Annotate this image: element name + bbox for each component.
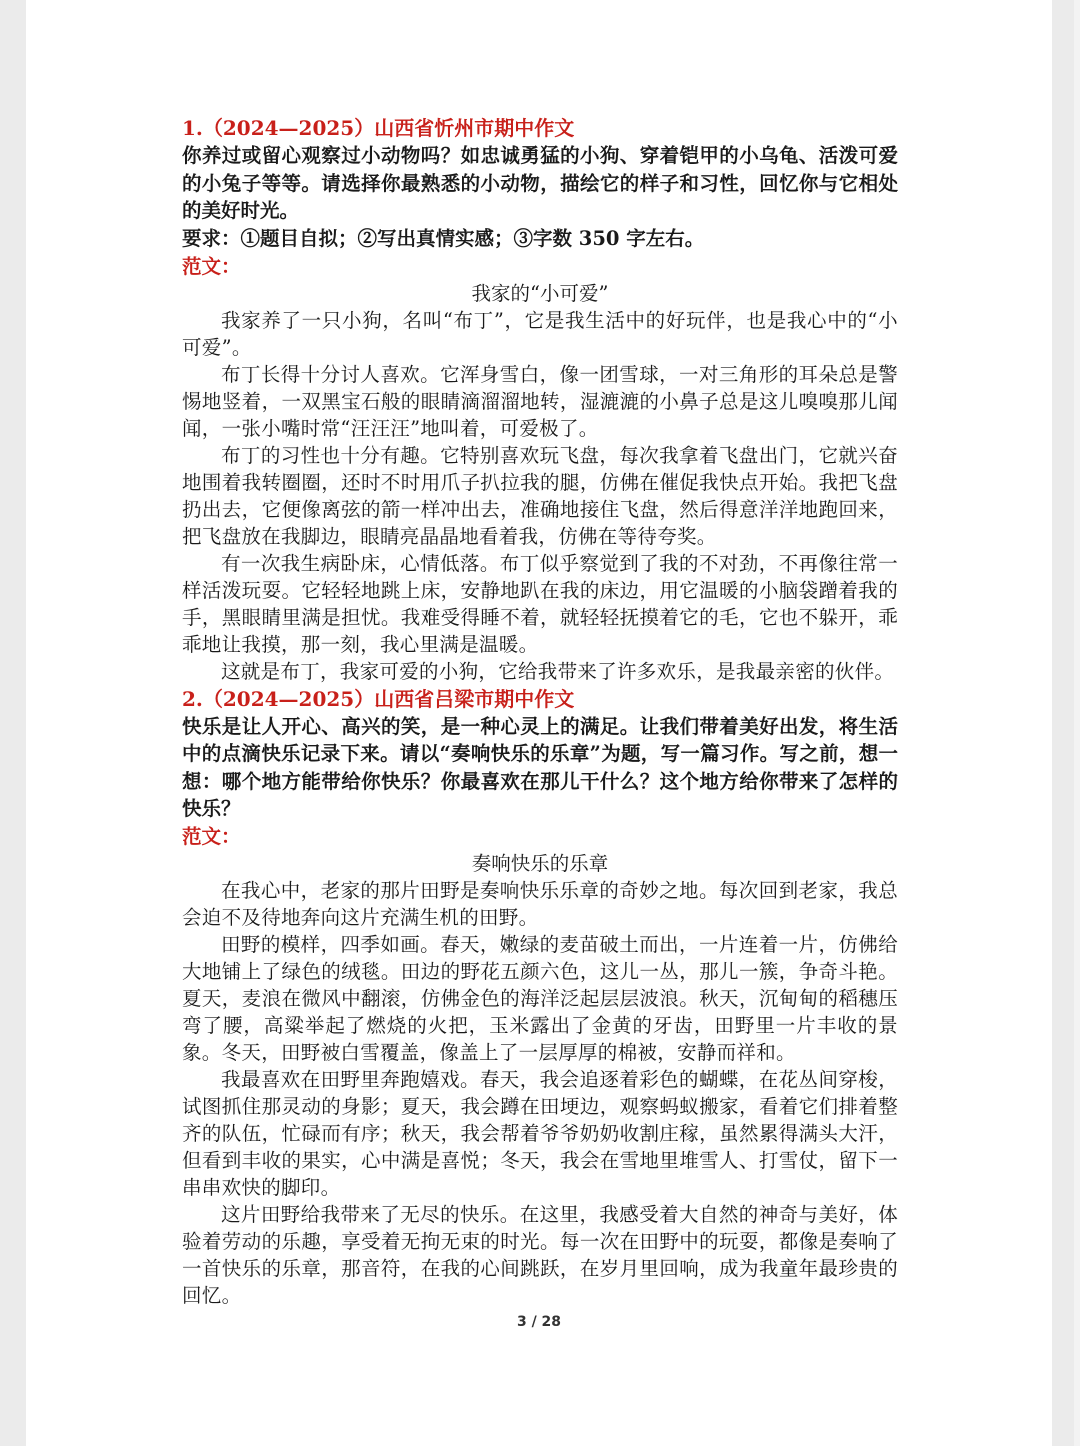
essay-2-paragraph: 这片田野给我带来了无尽的快乐。在这里，我感受着大自然的神奇与美好，体验着劳动的乐趣，享受着无拘无束的时光。每一次在田野中的玩耍，都像是奏响了一首快乐的乐章，那音符，在我的心间跳跃，在岁月里回响，成为我童年最珍贵的回忆。 xyxy=(182,1202,898,1307)
page-content xyxy=(182,114,898,1309)
essay-2-title: 奏响快乐的乐章 xyxy=(471,851,609,875)
essay-2-paragraph: 在我心中，老家的那片田野是奏响快乐乐章的奇妙之地。每次回到老家，我总会迫不及待地奔向这片充满生机的田野。 xyxy=(182,878,898,929)
question-2-prompt: 快乐是让人开心、高兴的笑，是一种心灵上的满足。让我们带着美好出发，将生活中的点滴快乐记录下来。请以“奏响快乐的乐章”为题，写一篇习作。写之前，想一想：哪个地方能带给你快乐？你最喜欢在那儿干什么？这个地方给你带来了怎样的快乐？ xyxy=(182,714,898,820)
essay-1-paragraph: 布丁的习性也十分有趣。它特别喜欢玩飞盘，每次我拿着飞盘出门，它就兴奋地围着我转圈圈，还时不时用爪子扒拉我的腿，仿佛在催促我快点开始。我把飞盘扔出去，它便像离弦的箭一样冲出去，准确地接住飞盘，然后得意洋洋地跑回来，把飞盘放在我脚边，眼睛亮晶晶地看着我，仿佛在等待夸奖。 xyxy=(182,443,898,548)
question-1-heading: 1.（2024—2025）山西省忻州市期中作文 xyxy=(182,116,575,140)
question-2-sample-label: 范文： xyxy=(182,824,241,848)
essay-1-paragraph: 布丁长得十分讨人喜欢。它浑身雪白，像一团雪球，一对三角形的耳朵总是警惕地竖着，一双黑宝石般的眼睛滴溜溜地转，湿漉漉的小鼻子总是这儿嗅嗅那儿闻闻，一张小嘴时常“汪汪汪”地叫着，可爱极了。 xyxy=(182,362,898,440)
essay-1-title: 我家的“小可爱” xyxy=(471,281,609,305)
essay-2-paragraph: 田野的模样，四季如画。春天，嫩绿的麦苗破土而出，一片连着一片，仿佛给大地铺上了绿色的绒毯。田边的野花五颜六色，这儿一丛，那儿一簇，争奇斗艳。夏天，麦浪在微风中翻滚，仿佛金色的海洋泛起层层波浪。秋天，沉甸甸的稻穗压弯了腰，高粱举起了燃烧的火把，玉米露出了金黄的牙齿，田野里一片丰收的景象。冬天，田野被白雪覆盖，像盖上了一层厚厚的棉被，安静而祥和。 xyxy=(182,932,898,1064)
essay-2-paragraph: 我最喜欢在田野里奔跑嬉戏。春天，我会追逐着彩色的蝴蝶，在花丛间穿梭，试图抓住那灵动的身影；夏天，我会蹲在田埂边，观察蚂蚁搬家，看着它们排着整齐的队伍，忙碌而有序；秋天，我会帮着爷爷奶奶收割庄稼，虽然累得满头大汗，但看到丰收的果实，心中满是喜悦；冬天，我会在雪地里堆雪人、打雪仗，留下一串串欢快的脚印。 xyxy=(182,1067,898,1199)
essay-1-paragraph: 这就是布丁，我家可爱的小狗，它给我带来了许多欢乐，是我最亲密的伙伴。 xyxy=(221,659,895,683)
document-page xyxy=(26,0,1052,1446)
essay-1-paragraph: 有一次我生病卧床，心情低落。布丁似乎察觉到了我的不对劲，不再像往常一样活泼玩耍。它轻轻地跳上床，安静地趴在我的床边，用它温暖的小脑袋蹭着我的手，黑眼睛里满是担忧。我难受得睡不着，就轻轻抚摸着它的毛，它也不躲开，乖乖地让我摸，那一刻，我心里满是温暖。 xyxy=(182,551,898,656)
question-1-requirement: 要求：①题目自拟；②写出真情实感；③字数 350 字左右。 xyxy=(182,226,705,250)
essay-1-paragraph: 我家养了一只小狗，名叫“布丁”，它是我生活中的好玩伴，也是我心中的“小可爱”。 xyxy=(182,308,898,359)
question-2-heading: 2.（2024—2025）山西省吕梁市期中作文 xyxy=(182,686,575,711)
viewer-edge xyxy=(1074,0,1080,1446)
page-number: 3 / 28 xyxy=(516,1314,562,1330)
question-1-sample-label: 范文： xyxy=(182,254,241,278)
question-1-prompt: 你养过或留心观察过小动物吗？如忠诚勇猛的小狗、穿着铠甲的小乌龟、活泼可爱的小兔子等等。请选择你最熟悉的小动物，描绘它的样子和习性，回忆你与它相处的美好时光。 xyxy=(182,144,898,222)
